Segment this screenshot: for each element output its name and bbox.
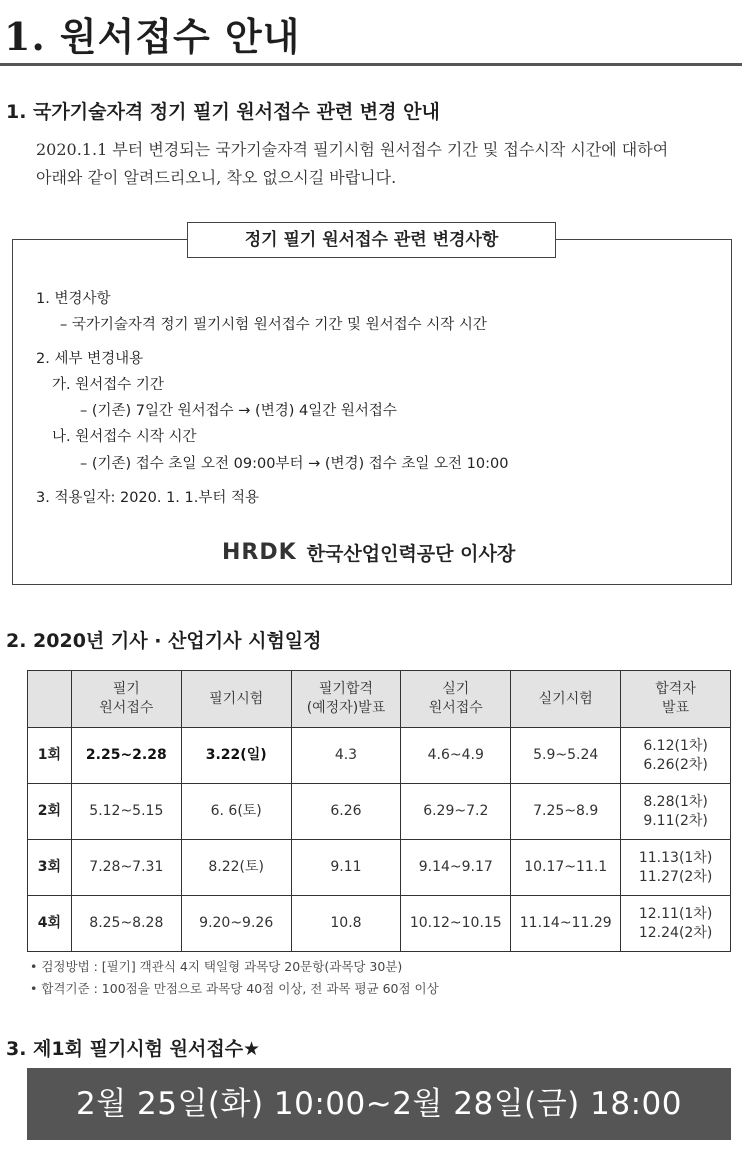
organization-signature: 한국산업인력공단 이사장 [306,543,516,565]
notice-item1-heading: 1. 변경사항 [36,291,111,307]
written-apply-cell: 2.25~2.28 [71,728,181,784]
written-exam-cell: 9.20~9.26 [181,896,291,952]
written-apply-cell: 8.25~8.28 [71,896,181,952]
header-cell-round [28,671,72,728]
notice-item2a-detail: – (기존) 7일간 원서접수 → (변경) 4일간 원서접수 [80,403,397,419]
intro-line-2: 아래와 같이 알려드리오니, 착오 없으시길 바랍니다. [36,168,397,187]
written-result-cell: 10.8 [291,896,401,952]
table-row [28,784,731,840]
practical-exam-cell: 7.25~8.9 [511,784,621,840]
signature-block [222,539,515,566]
table-row [28,896,731,952]
section2-heading: 2. 2020년 기사 · 산업기사 시험일정 [6,630,322,652]
notice-item2b-detail: – (기존) 접수 초일 오전 09:00부터 → (변경) 접수 초일 오전 10:00 [80,456,509,472]
written-exam-cell: 3.22(일) [181,728,291,784]
round-cell: 4회 [28,896,72,952]
written-exam-cell: 6. 6(토) [181,784,291,840]
round-cell: 2회 [28,784,72,840]
final-result-cell: 8.28(1차) 9.11(2차) [621,784,731,840]
note-pass-criteria: • 합격기준 : 100점을 만점으로 과목당 40점 이상, 전 과목 평균 60점 이상 [30,981,439,996]
written-apply-cell: 5.12~5.15 [71,784,181,840]
practical-exam-cell: 11.14~11.29 [511,896,621,952]
header-cell-written-result: 필기합격 (예정자)발표 [291,671,401,728]
header-cell-written-exam: 필기시험 [181,671,291,728]
hrdk-logo: HRDK [222,540,297,565]
practical-exam-cell: 10.17~11.1 [511,840,621,896]
section1-intro [36,136,746,192]
table-header-row [28,671,731,728]
header-cell-practical-apply: 실기 원서접수 [401,671,511,728]
header-cell-written-apply: 필기 원서접수 [71,671,181,728]
notice-item1-detail: – 국가기술자격 정기 필기시험 원서접수 기간 및 원서접수 시작 시간 [60,317,487,333]
round-cell: 3회 [28,840,72,896]
practical-apply-cell: 10.12~10.15 [401,896,511,952]
header-cell-practical-exam: 실기시험 [511,671,621,728]
application-period-banner: 2월 25일(화) 10:00~2월 28일(금) 18:00 [27,1068,731,1140]
exam-schedule-table [27,670,731,952]
notice-item2a-heading: 가. 원서접수 기간 [52,377,164,393]
notice-item2b-heading: 나. 원서접수 시작 시간 [52,429,197,445]
intro-line-1: 2020.1.1 부터 변경되는 국가기술자격 필기시험 원서접수 기간 및 접수시작 시간에 대하여 [36,140,669,159]
written-apply-cell: 7.28~7.31 [71,840,181,896]
page-title: 1. 원서접수 안내 [4,14,301,59]
written-result-cell: 6.26 [291,784,401,840]
final-result-cell: 6.12(1차) 6.26(2차) [621,728,731,784]
practical-exam-cell: 5.9~5.24 [511,728,621,784]
title-divider [0,63,742,66]
table-row [28,840,731,896]
notice-title: 정기 필기 원서접수 관련 변경사항 [187,222,556,258]
table-row [28,728,731,784]
practical-apply-cell: 6.29~7.2 [401,784,511,840]
header-cell-final-result: 합격자 발표 [621,671,731,728]
notice-item3: 3. 적용일자: 2020. 1. 1.부터 적용 [36,490,260,506]
practical-apply-cell: 9.14~9.17 [401,840,511,896]
notice-item2-heading: 2. 세부 변경내용 [36,351,144,367]
practical-apply-cell: 4.6~4.9 [401,728,511,784]
round-cell: 1회 [28,728,72,784]
exam-notes [30,956,439,1000]
written-result-cell: 4.3 [291,728,401,784]
final-result-cell: 12.11(1차) 12.24(2차) [621,896,731,952]
final-result-cell: 11.13(1차) 11.27(2차) [621,840,731,896]
section1-heading: 1. 국가기술자격 정기 필기 원서접수 관련 변경 안내 [6,101,440,123]
written-result-cell: 9.11 [291,840,401,896]
note-exam-method: • 검정방법 : [필기] 객관식 4지 택일형 과목당 20문항(과목당 30분) [30,959,403,974]
section3-heading: 3. 제1회 필기시험 원서접수★ [6,1038,261,1060]
written-exam-cell: 8.22(토) [181,840,291,896]
